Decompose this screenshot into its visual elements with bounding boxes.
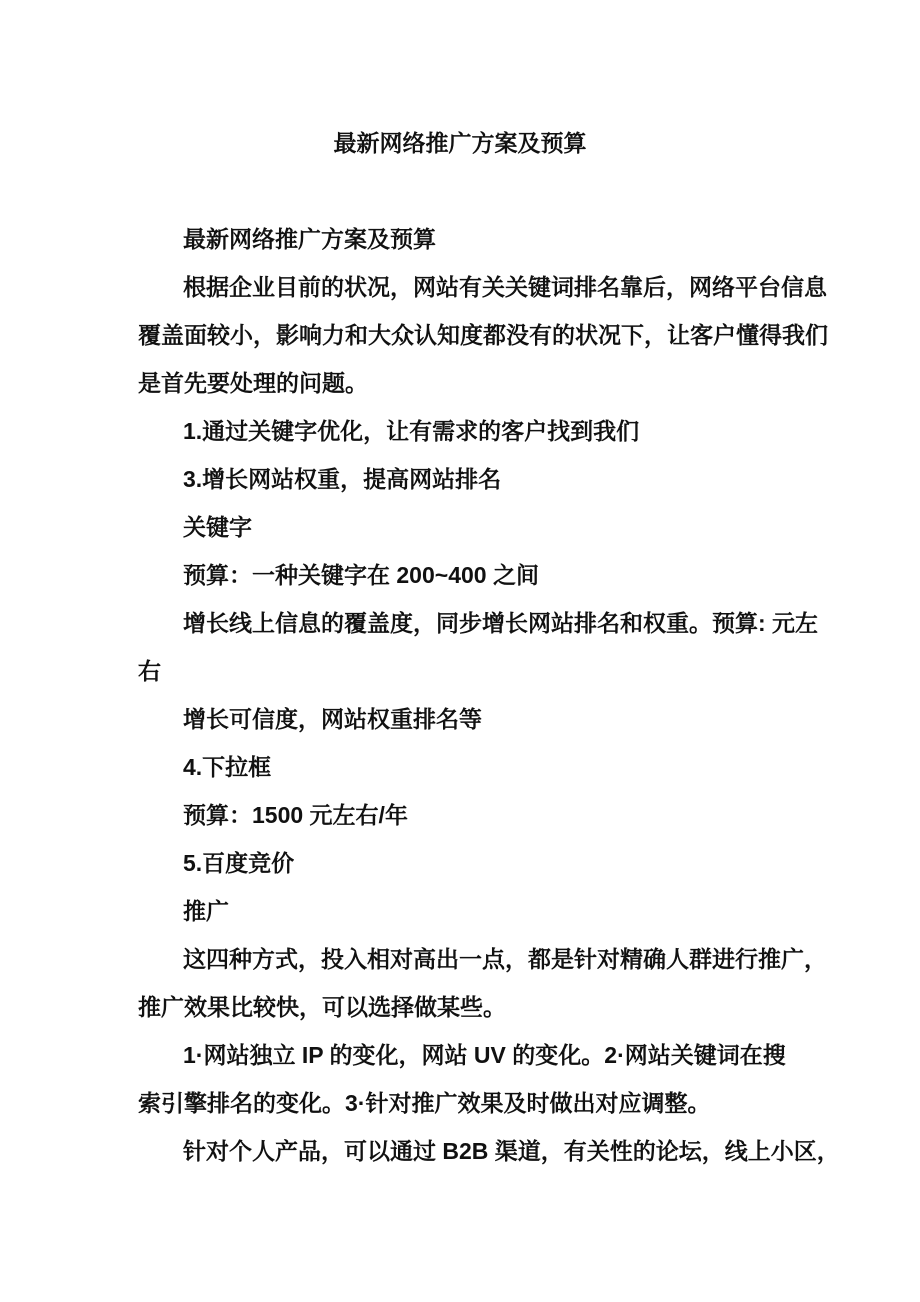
text-line: 增长线上信息的覆盖度，同步增长网站排名和权重。预算: 元左 [183,610,819,636]
text-line: 1.通过关键字优化，让有需求的客户找到我们 [183,418,640,444]
text-line: 预算：1500 元左右/年 [183,802,408,828]
text-line: 根据企业目前的状况，网站有关关键词排名靠后，网络平台信息 [183,274,827,300]
text-line: 索引擎排名的变化。3·针对推广效果及时做出对应调整。 [138,1090,711,1116]
document-body [138,119,840,1175]
text-line: 5.百度竞价 [183,850,295,876]
text-line: 右 [138,658,161,684]
text-line: 预算：一种关键字在 200~400 之间 [183,562,539,588]
text-line: 推广 [183,898,229,924]
text-line: 是首先要处理的问题。 [138,370,368,396]
text-line: 增长可信度，网站权重排名等 [183,706,482,732]
text-line: 针对个人产品，可以通过 B2B 渠道，有关性的论坛，线上小区， [183,1138,840,1164]
text-line: 最新网络推广方案及预算 [183,226,436,252]
blank-line [138,167,782,215]
text-line: 关键字 [183,514,252,540]
text-line: 3.增长网站权重，提高网站排名 [183,466,502,492]
text-line: 4.下拉框 [183,754,272,780]
text-line: 这四种方式，投入相对高出一点，都是针对精确人群进行推广， [183,946,827,972]
text-line: 推广效果比较快，可以选择做某些。 [138,994,506,1020]
paragraph-lines [138,215,840,1175]
document-title: 最新网络推广方案及预算 [333,130,587,156]
text-line: 1·网站独立 IP 的变化，网站 UV 的变化。2·网站关键词在搜 [183,1042,786,1068]
text-line: 覆盖面较小，影响力和大众认知度都没有的状况下，让客户懂得我们 [138,322,828,348]
